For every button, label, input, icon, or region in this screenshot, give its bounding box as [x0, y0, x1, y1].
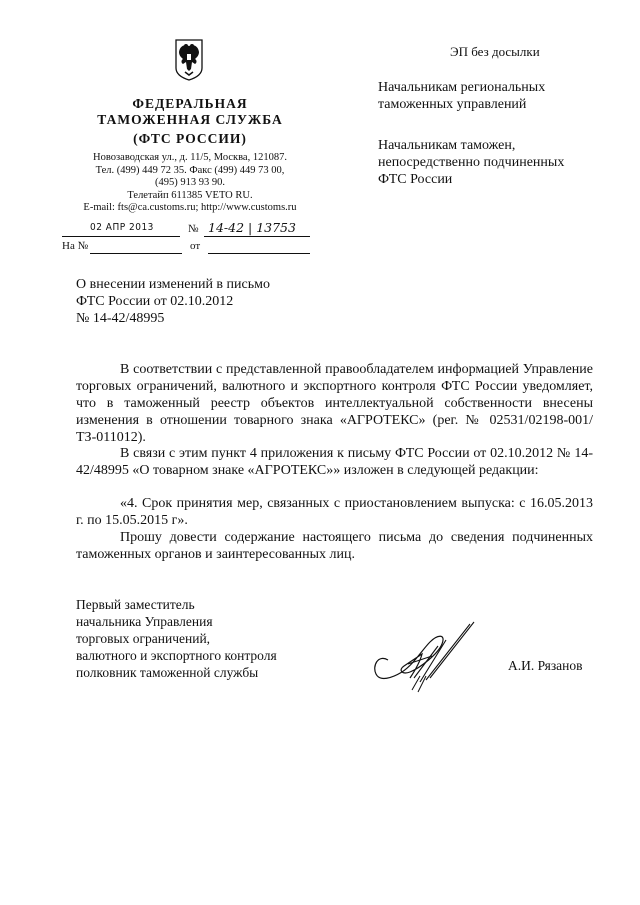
- org-abbreviation: (ФТС РОССИИ): [133, 131, 247, 146]
- reference-row: [62, 239, 318, 255]
- reference-from-label: от: [190, 240, 201, 252]
- russian-coat-of-arms-icon: [174, 38, 204, 82]
- org-name-line1: ФЕДЕРАЛЬНАЯ: [132, 96, 248, 111]
- registration-date-stamp: 02 АПР 2013: [90, 222, 154, 233]
- subject-line: № 14-42/48995: [76, 311, 165, 326]
- signatory-title-line: валютного и экспортного контроля: [76, 648, 277, 663]
- body-paragraph-3-quote: «4. Срок принятия мер, связанных с приостановлением выпуска: с 16.05.2013 г. по 15.05.2015 г».: [76, 496, 593, 528]
- phone-fax-line: Тел. (499) 449 72 35. Факс (499) 449 73 00,: [95, 164, 285, 176]
- org-contact-block: [62, 152, 318, 215]
- body-paragraph-4: Прошу довести содержание настоящего письма до сведения подчиненных таможенных органов и заинтересованных лиц.: [76, 530, 593, 562]
- signatory-title-line: начальника Управления: [76, 614, 213, 629]
- org-name-line2: ТАМОЖЕННАЯ СЛУЖБА: [97, 112, 283, 127]
- signer-name: А.И. Рязанов: [508, 658, 583, 673]
- signatory-title: [76, 596, 277, 681]
- registration-number-handwritten: 14-42 | 13753: [208, 220, 296, 235]
- addressee-line: ФТС России: [378, 172, 453, 187]
- subject-line: ФТС России от 02.10.2012: [76, 294, 234, 309]
- reference-number-underline: [90, 239, 182, 254]
- addressee-line: Начальникам таможен,: [378, 138, 516, 153]
- number-label: №: [188, 223, 199, 235]
- reference-number-label: На №: [62, 240, 89, 252]
- phone-line: (495) 913 93 90.: [155, 177, 225, 189]
- signatory-title-line: Первый заместитель: [76, 597, 195, 612]
- body-paragraph-1: В соответствии с представленной правообладателем информацией Управление торговых ограничений, валютного и экспортного контроля ФТС России уведомляет, что в таможенный реестр объектов интеллектуальной собственности внесены изменения в отношении товарного знака «АГРОТЕКС» (рег. № 02531/02198-001/ТЗ-011012).: [76, 362, 593, 445]
- addressee-block-1: [378, 79, 545, 113]
- addressee-line: таможенных управлений: [378, 97, 527, 112]
- handwritten-signature-icon: [370, 620, 490, 700]
- signatory-title-line: торговых ограничений,: [76, 631, 211, 646]
- addressee-block-2: [378, 137, 564, 188]
- subject-line: О внесении изменений в письмо: [76, 277, 270, 292]
- addressee-line: непосредственно подчиненных: [378, 155, 565, 170]
- body-paragraph-2: В связи с этим пункт 4 приложения к письму ФТС России от 02.10.2012 № 14-42/48995 «О товарном знаке «АГРОТЕКС»» изложен в следующей редакции:: [76, 446, 593, 478]
- address-line: Новозаводская ул., д. 11/5, Москва, 121087.: [93, 152, 287, 163]
- reference-date-underline: [208, 239, 310, 254]
- teletype-line: Телетайп 611385 VETO RU.: [127, 189, 253, 201]
- distribution-note: ЭП без досылки: [450, 44, 540, 59]
- signatory-title-line: полковник таможенной службы: [76, 665, 259, 680]
- email-web-line: E-mail: fts@ca.customs.ru; http://www.customs.ru: [83, 202, 297, 214]
- registration-row: [62, 222, 318, 238]
- letter-subject: [76, 276, 270, 327]
- addressee-line: Начальникам региональных: [378, 80, 546, 95]
